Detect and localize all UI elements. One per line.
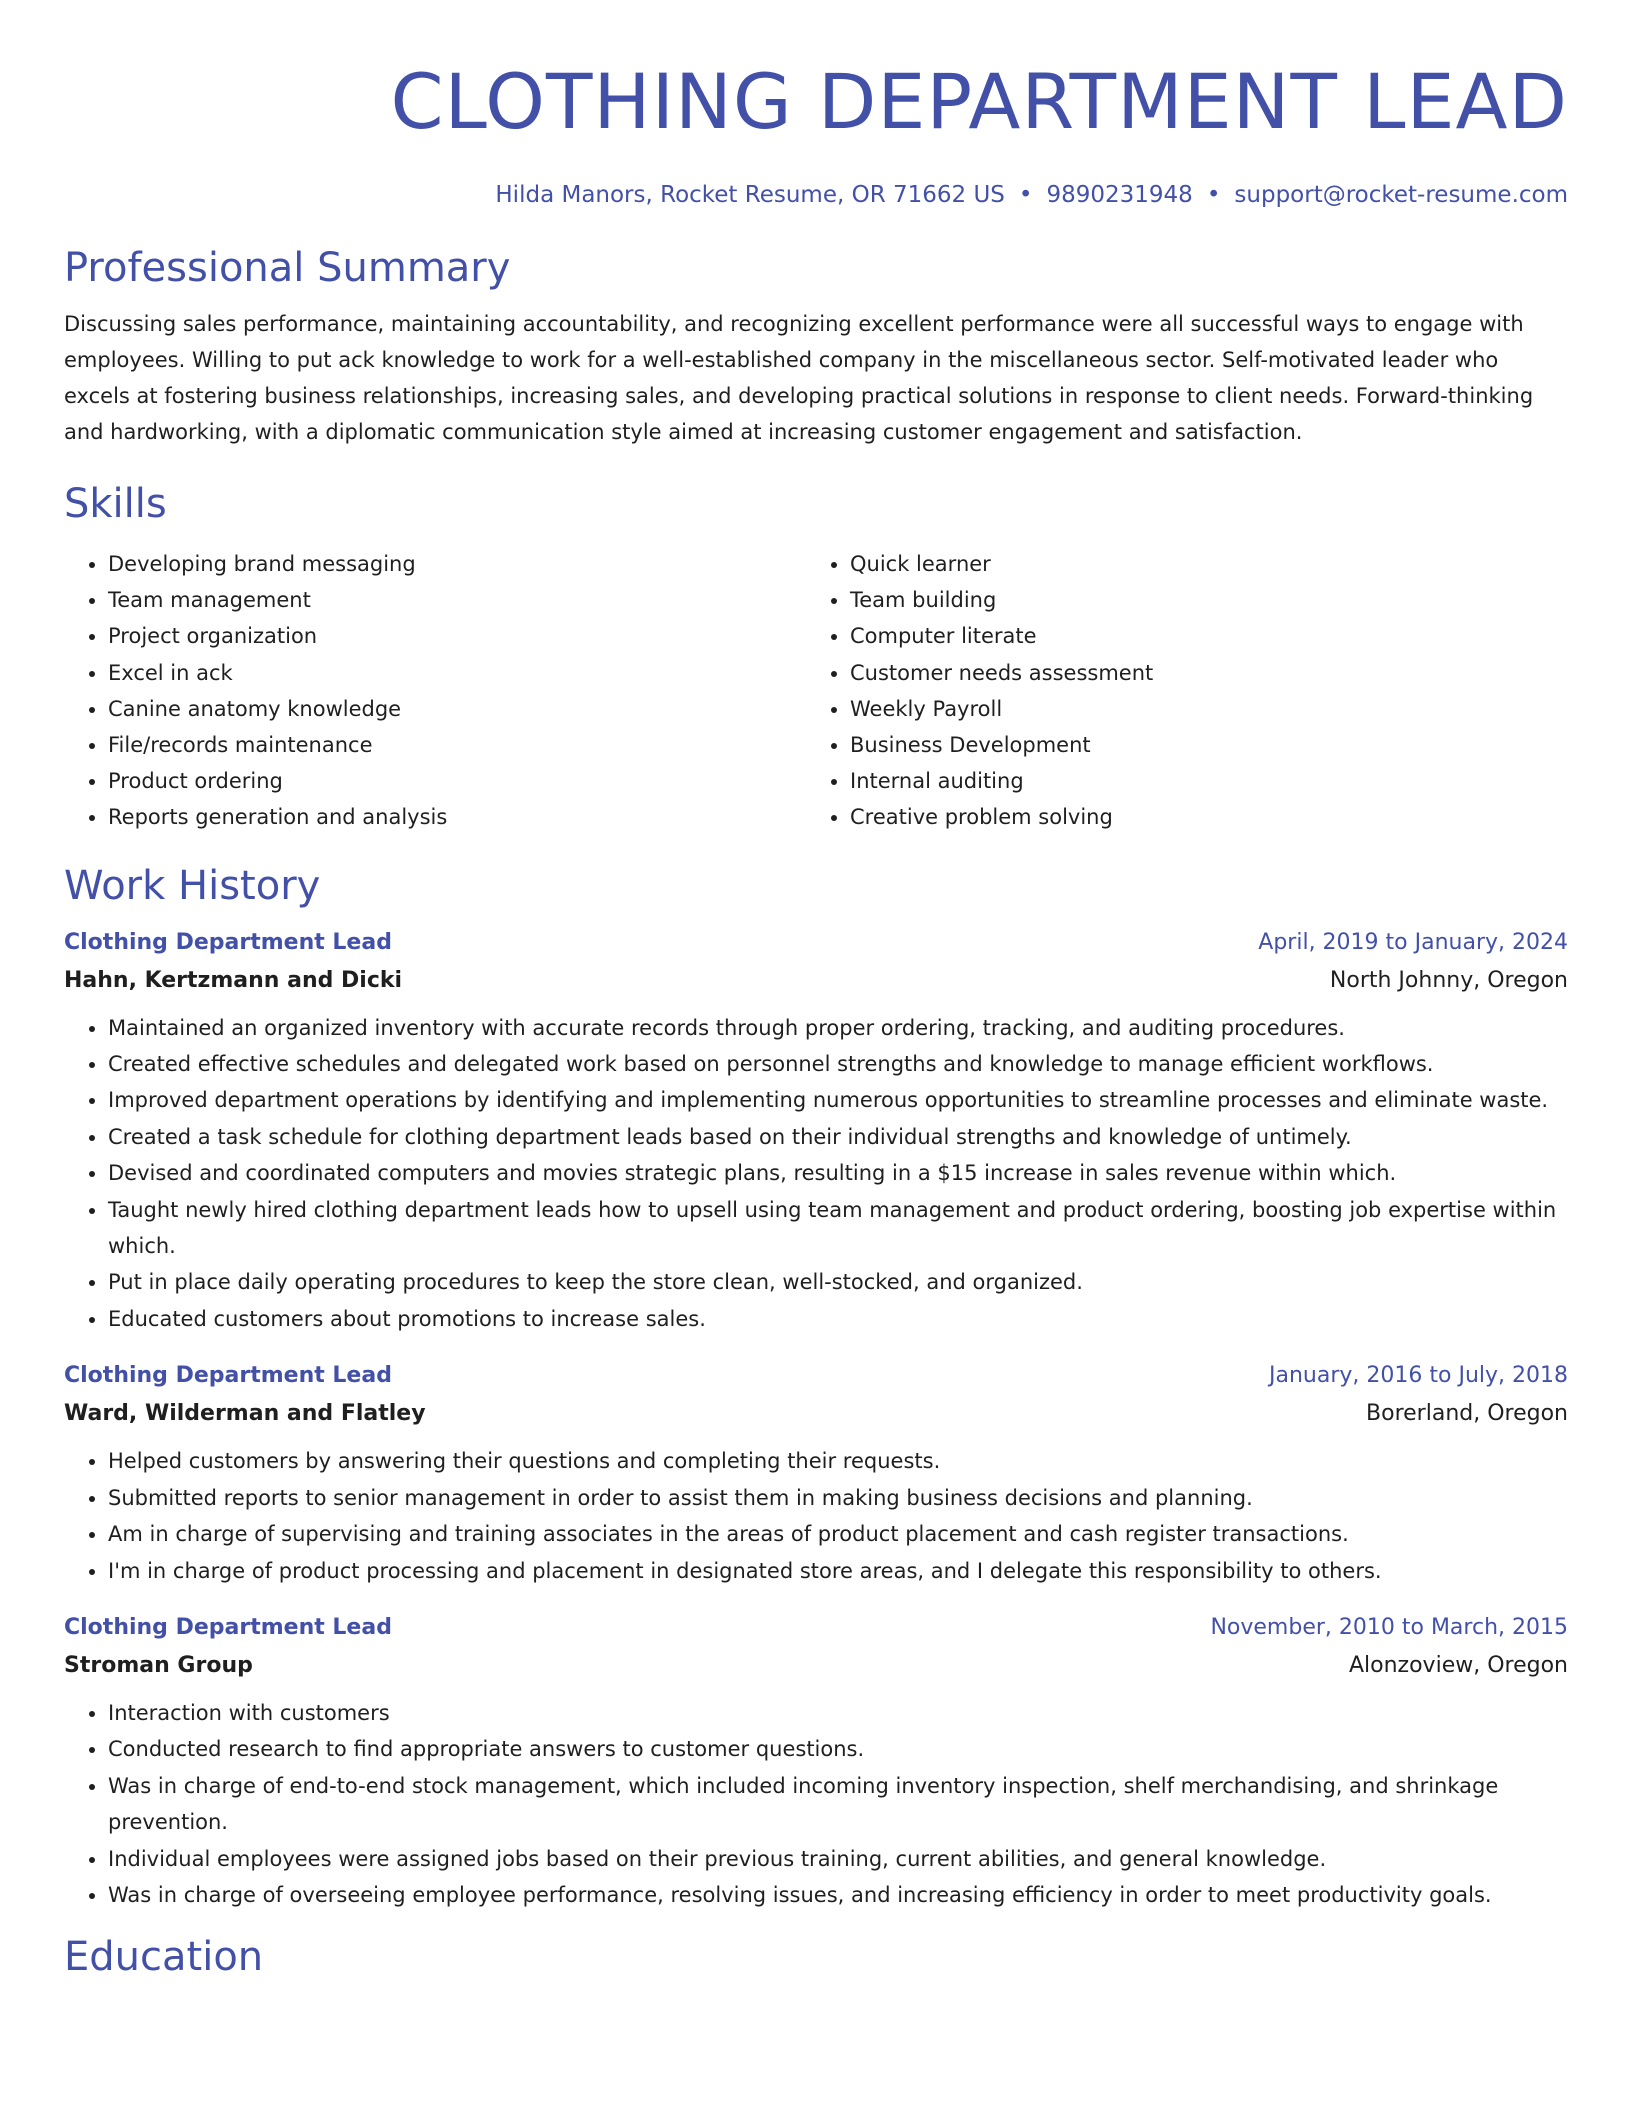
job-bullet: • Created effective schedules and delegated work based on personnel strengths and knowledge to manage efficient workflows. [108, 1046, 1568, 1082]
skill-item: • Quick learner [850, 546, 1548, 582]
skill-item: • Developing brand messaging [108, 546, 806, 582]
job-location: Alonzoview, Oregon [1348, 1652, 1568, 1678]
resume-page [64, 0, 1568, 1983]
job-company: Ward, Wilderman and Flatley [64, 1401, 426, 1427]
skill-item: • Weekly Payroll [850, 691, 1548, 727]
contact-address: Hilda Manors, Rocket Resume, OR 71662 US [495, 182, 1005, 208]
job-bullet: • Was in charge of overseeing employee performance, resolving issues, and increasing efficiency in order to meet productivity goals. [108, 1877, 1568, 1913]
job-bullet: • Maintained an organized inventory with accurate records through proper ordering, tracking, and auditing procedures. [108, 1010, 1568, 1046]
job-bullet: • Am in charge of supervising and training associates in the areas of product placement and cash register transactions. [108, 1516, 1568, 1552]
skills-list-left [64, 546, 806, 836]
job-bullet: • Created a task schedule for clothing department leads based on their individual strengths and knowledge of untimely. [108, 1119, 1568, 1155]
skill-item: • Team building [850, 582, 1548, 618]
job-company-row [64, 1647, 1568, 1685]
job-title-row [64, 1609, 1568, 1647]
contact-email[interactable]: support@rocket-resume.com [1234, 182, 1568, 208]
skill-item: • Business Development [850, 727, 1548, 763]
job-company-row [64, 962, 1568, 1000]
job-bullet: • Interaction with customers [108, 1695, 1568, 1731]
job-dates: January, 2016 to July, 2018 [1269, 1363, 1568, 1389]
skill-item: • Project organization [108, 618, 806, 654]
job-dates: November, 2010 to March, 2015 [1210, 1614, 1568, 1640]
job-company: Stroman Group [64, 1652, 253, 1678]
job-title: Clothing Department Lead [64, 1363, 392, 1389]
job-entry [64, 924, 1568, 1338]
job-location: North Johnny, Oregon [1329, 967, 1568, 993]
job-bullets [64, 1010, 1568, 1338]
contact-separator: • [1206, 182, 1221, 208]
job-entry [64, 1357, 1568, 1589]
skill-item: • Team management [108, 582, 806, 618]
skill-item: • Canine anatomy knowledge [108, 691, 806, 727]
job-bullets [64, 1695, 1568, 1913]
job-bullet: • Individual employees were assigned jobs based on their previous training, current abilities, and general knowledge. [108, 1841, 1568, 1877]
work-history-heading: Work History [64, 862, 321, 909]
job-bullet: • Put in place daily operating procedures to keep the store clean, well-stocked, and organized. [108, 1264, 1568, 1300]
job-bullet: • Was in charge of end-to-end stock management, which included incoming inventory inspection, shelf merchandising, and shrinkage prevention. [108, 1768, 1568, 1841]
job-bullet: • Devised and coordinated computers and movies strategic plans, resulting in a $15 increase in sales revenue within which. [108, 1155, 1568, 1191]
job-title-row [64, 924, 1568, 962]
skill-item: • Internal auditing [850, 763, 1548, 799]
job-title: Clothing Department Lead [64, 1614, 392, 1640]
summary-text: Discussing sales performance, maintaining accountability, and recognizing excellent performance were all successful ways to engage with employees. Willing to put ack knowledge to work for a well-established company in the miscellaneous sector. Self-motivated leader who excels at fostering business relationships, increasing sales, and developing practical solutions in response to client needs. Forward-thinking and hardworking, with a diplomatic communication style aimed at increasing customer engagement and satisfaction. [64, 312, 1534, 444]
job-company-row [64, 1395, 1568, 1433]
skills-list-right [806, 546, 1548, 836]
skills-grid [64, 546, 1568, 836]
job-bullet: • Improved department operations by identifying and implementing numerous opportunities to streamline processes and eliminate waste. [108, 1082, 1568, 1118]
job-bullet: • Educated customers about promotions to increase sales. [108, 1301, 1568, 1337]
resume-title: CLOTHING DEPARTMENT LEAD [390, 57, 1568, 146]
job-bullet: • Helped customers by answering their questions and completing their requests. [108, 1443, 1568, 1479]
job-title: Clothing Department Lead [64, 929, 392, 955]
skill-item: • Computer literate [850, 618, 1548, 654]
contact-line [64, 178, 1568, 212]
contact-phone: 9890231948 [1046, 182, 1193, 208]
skill-item: • File/records maintenance [108, 727, 806, 763]
job-bullet: • Submitted reports to senior management in order to assist them in making business decisions and planning. [108, 1480, 1568, 1516]
job-bullets [64, 1443, 1568, 1589]
job-entry [64, 1609, 1568, 1913]
skills-heading: Skills [64, 481, 167, 527]
job-bullet: • Conducted research to find appropriate answers to customer questions. [108, 1731, 1568, 1767]
job-bullet: • Taught newly hired clothing department leads how to upsell using team management and product ordering, boosting job expertise within which. [108, 1192, 1568, 1265]
contact-separator: • [1018, 182, 1033, 208]
job-title-row [64, 1357, 1568, 1395]
skill-item: • Excel in ack [108, 655, 806, 691]
skill-item: • Customer needs assessment [850, 655, 1548, 691]
skill-item: • Creative problem solving [850, 799, 1548, 835]
job-location: Borerland, Oregon [1366, 1401, 1568, 1427]
education-heading: Education [64, 1934, 264, 1981]
summary-heading: Professional Summary [64, 245, 511, 291]
resume-header [64, 0, 1568, 212]
skill-item: • Reports generation and analysis [108, 799, 806, 835]
skill-item: • Product ordering [108, 763, 806, 799]
job-company: Hahn, Kertzmann and Dicki [64, 967, 403, 993]
job-dates: April, 2019 to January, 2024 [1258, 929, 1568, 955]
job-bullet: • I'm in charge of product processing and placement in designated store areas, and I delegate this responsibility to others. [108, 1553, 1568, 1589]
